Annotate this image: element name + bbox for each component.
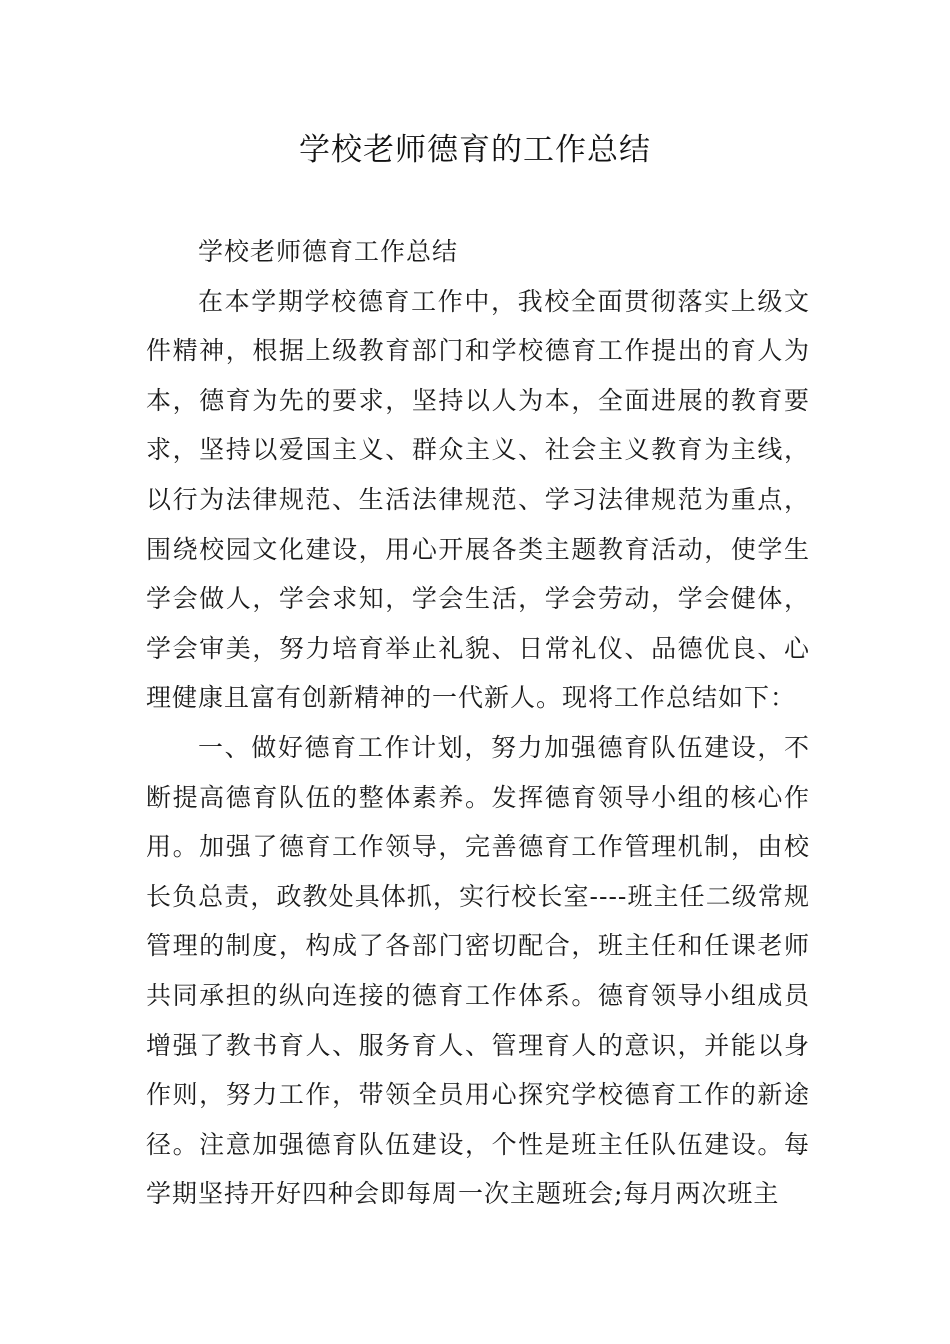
document-body — [146, 227, 810, 1219]
document-title: 学校老师德育的工作总结 — [299, 132, 651, 168]
section-one-paragraph: 一、做好德育工作计划，努力加强德育队伍建设，不断提高德育队伍的整体素养。发挥德育领导小组的核心作用。加强了德育工作领导，完善德育工作管理机制，由校长负总责，政教处具体抓，实行校长室----班主任二级常规管理的制度，构成了各部门密切配合，班主任和任课老师共同承担的纵向连接的德育工作体系。德育领导小组成员增强了教书育人、服务育人、管理育人的意识，并能以身作则，努力工作，带领全员用心探究学校德育工作的新途径。注意加强德育队伍建设，个性是班主任队伍建设。每学期坚持开好四种会即每周一次主题班会;每月两次班主 — [146, 732, 810, 1209]
subtitle-paragraph: 学校老师德育工作总结 — [198, 237, 459, 266]
intro-paragraph: 在本学期学校德育工作中，我校全面贯彻落实上级文件精神，根据上级教育部门和学校德育工作提出的育人为本，德育为先的要求，坚持以人为本，全面进展的教育要求，坚持以爱国主义、群众主义、社会主义教育为主线，以行为法律规范、生活法律规范、学习法律规范为重点，围绕校园文化建设，用心开展各类主题教育活动，使学生学会做人，学会求知，学会生活，学会劳动，学会健体，学会审美，努力培育举止礼貌、日常礼仪、品德优良、心理健康且富有创新精神的一代新人。现将工作总结如下： — [146, 286, 810, 713]
